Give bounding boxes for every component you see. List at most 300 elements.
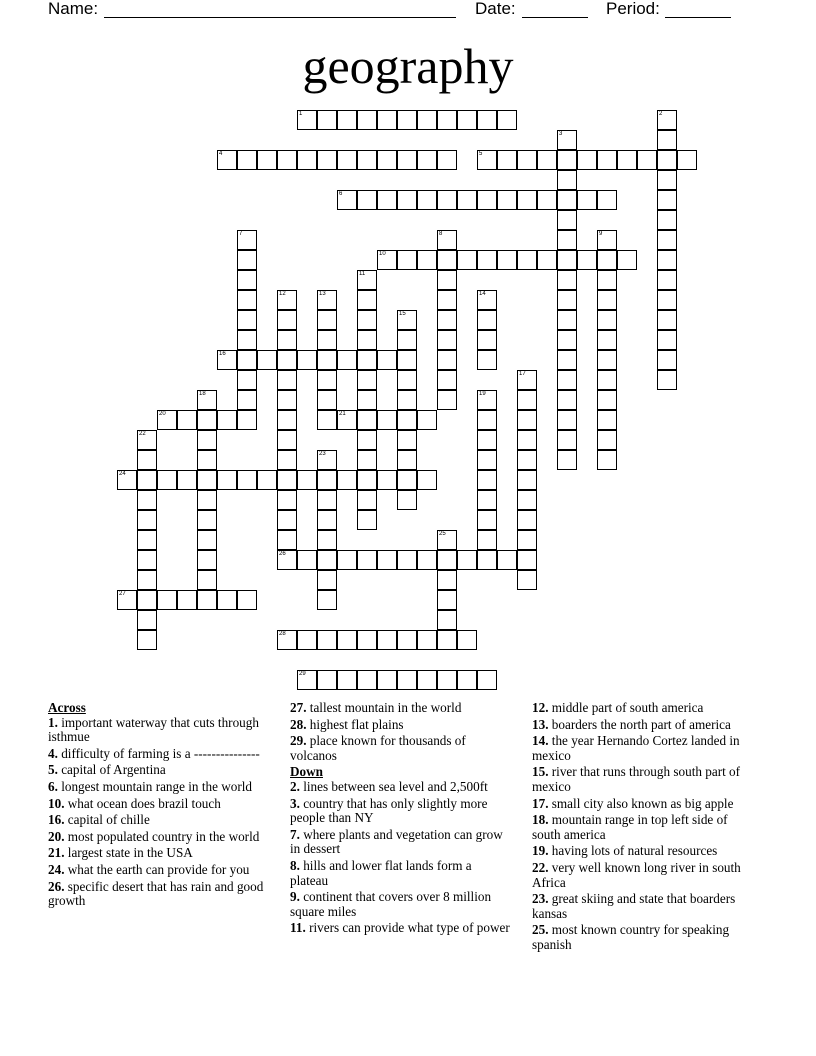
grid-cell[interactable]: [397, 190, 417, 210]
grid-cell[interactable]: [417, 670, 437, 690]
grid-cell[interactable]: [437, 610, 457, 630]
grid-cell[interactable]: [577, 150, 597, 170]
grid-cell[interactable]: [197, 590, 217, 610]
grid-cell[interactable]: [237, 410, 257, 430]
clue-item: [532, 892, 752, 921]
grid-cell[interactable]: [317, 370, 337, 390]
grid-cell[interactable]: [597, 330, 617, 350]
grid-cell[interactable]: [217, 590, 237, 610]
grid-cell[interactable]: [517, 550, 537, 570]
grid-cell[interactable]: [477, 470, 497, 490]
grid-cell[interactable]: [657, 310, 677, 330]
grid-cell[interactable]: [357, 510, 377, 530]
clue-item-text: place known for thousands of volcanos: [290, 733, 466, 763]
grid-cell[interactable]: [397, 330, 417, 350]
grid-cell[interactable]: [197, 490, 217, 510]
grid-cell[interactable]: [477, 550, 497, 570]
grid-cell[interactable]: [297, 630, 317, 650]
grid-cell[interactable]: [377, 110, 397, 130]
grid-cell[interactable]: [457, 630, 477, 650]
grid-cell[interactable]: [237, 390, 257, 410]
grid-cell[interactable]: [277, 150, 297, 170]
grid-cell[interactable]: [257, 470, 277, 490]
clue-column-3: [532, 701, 752, 955]
clue-number: 10: [379, 251, 386, 257]
grid-cell[interactable]: [397, 110, 417, 130]
grid-cell[interactable]: [477, 290, 497, 310]
grid-cell[interactable]: [397, 410, 417, 430]
grid-cell[interactable]: [657, 270, 677, 290]
grid-cell[interactable]: [237, 230, 257, 250]
grid-cell[interactable]: [397, 350, 417, 370]
grid-cell[interactable]: [557, 310, 577, 330]
grid-cell[interactable]: [437, 390, 457, 410]
grid-cell[interactable]: [597, 150, 617, 170]
grid-cell[interactable]: [657, 290, 677, 310]
grid-cell[interactable]: [357, 390, 377, 410]
grid-cell[interactable]: [597, 430, 617, 450]
grid-cell[interactable]: [317, 490, 337, 510]
grid-cell[interactable]: [437, 570, 457, 590]
grid-cell[interactable]: [337, 670, 357, 690]
grid-cell[interactable]: [137, 530, 157, 550]
grid-cell[interactable]: [137, 430, 157, 450]
grid-cell[interactable]: [217, 470, 237, 490]
grid-cell[interactable]: [657, 150, 677, 170]
grid-cell[interactable]: [517, 190, 537, 210]
grid-cell[interactable]: [517, 370, 537, 390]
grid-cell[interactable]: [357, 190, 377, 210]
grid-cell[interactable]: [657, 110, 677, 130]
grid-cell[interactable]: [477, 190, 497, 210]
grid-cell[interactable]: [597, 410, 617, 430]
grid-cell[interactable]: [397, 390, 417, 410]
grid-cell[interactable]: [657, 210, 677, 230]
grid-cell[interactable]: [457, 190, 477, 210]
grid-cell[interactable]: [437, 350, 457, 370]
clue-item-text: longest mountain range in the world: [57, 778, 253, 794]
grid-cell[interactable]: [317, 530, 337, 550]
grid-cell[interactable]: [557, 330, 577, 350]
grid-cell[interactable]: [397, 670, 417, 690]
grid-cell[interactable]: [237, 470, 257, 490]
grid-cell[interactable]: [357, 470, 377, 490]
grid-cell[interactable]: [657, 130, 677, 150]
grid-cell[interactable]: [357, 450, 377, 470]
grid-cell[interactable]: [557, 130, 577, 150]
grid-cell[interactable]: [597, 250, 617, 270]
grid-cell[interactable]: [537, 150, 557, 170]
grid-cell[interactable]: [437, 330, 457, 350]
grid-cell[interactable]: [377, 410, 397, 430]
grid-cell[interactable]: [517, 510, 537, 530]
grid-cell[interactable]: [437, 110, 457, 130]
grid-cell[interactable]: [337, 190, 357, 210]
grid-cell[interactable]: [517, 150, 537, 170]
grid-cell[interactable]: [277, 510, 297, 530]
grid-cell[interactable]: [297, 470, 317, 490]
grid-cell[interactable]: [677, 150, 697, 170]
grid-cell[interactable]: [417, 630, 437, 650]
clue-item-text: lines between sea level and 2,500ft: [299, 778, 488, 794]
grid-cell[interactable]: [137, 630, 157, 650]
clue-item-text: where plants and vegetation can grow in dessert: [290, 826, 503, 857]
grid-cell[interactable]: [437, 550, 457, 570]
clue-item-text: specific desert that has rain and good growth: [48, 878, 264, 909]
grid-cell[interactable]: [237, 290, 257, 310]
clue-item: [532, 797, 752, 812]
grid-cell[interactable]: [397, 490, 417, 510]
grid-cell[interactable]: [377, 470, 397, 490]
grid-cell[interactable]: [517, 570, 537, 590]
grid-cell[interactable]: [437, 670, 457, 690]
grid-cell[interactable]: [437, 310, 457, 330]
grid-cell[interactable]: [177, 410, 197, 430]
grid-cell[interactable]: [417, 110, 437, 130]
grid-cell[interactable]: [197, 570, 217, 590]
grid-cell[interactable]: [277, 370, 297, 390]
grid-cell[interactable]: [217, 350, 237, 370]
grid-cell[interactable]: [477, 390, 497, 410]
grid-cell[interactable]: [617, 250, 637, 270]
grid-cell[interactable]: [417, 250, 437, 270]
grid-cell[interactable]: [377, 670, 397, 690]
clue-item-number: 14.: [532, 733, 549, 749]
grid-cell[interactable]: [317, 470, 337, 490]
grid-cell[interactable]: [217, 150, 237, 170]
grid-cell[interactable]: [237, 370, 257, 390]
grid-cell[interactable]: [417, 150, 437, 170]
grid-cell[interactable]: [497, 110, 517, 130]
grid-cell[interactable]: [397, 630, 417, 650]
grid-cell[interactable]: [437, 250, 457, 270]
grid-cell[interactable]: [197, 550, 217, 570]
grid-cell[interactable]: [557, 230, 577, 250]
grid-cell[interactable]: [317, 510, 337, 530]
grid-cell[interactable]: [277, 550, 297, 570]
grid-cell[interactable]: [657, 330, 677, 350]
grid-cell[interactable]: [357, 490, 377, 510]
grid-cell[interactable]: [457, 670, 477, 690]
grid-cell[interactable]: [477, 330, 497, 350]
grid-cell[interactable]: [477, 110, 497, 130]
grid-cell[interactable]: [657, 190, 677, 210]
clue-item-number: 1.: [48, 714, 58, 730]
grid-cell[interactable]: [237, 250, 257, 270]
clue-item: [532, 844, 752, 859]
grid-cell[interactable]: [357, 150, 377, 170]
grid-cell[interactable]: [277, 430, 297, 450]
grid-cell[interactable]: [197, 470, 217, 490]
grid-cell[interactable]: [437, 230, 457, 250]
grid-cell[interactable]: [477, 430, 497, 450]
grid-cell[interactable]: [277, 630, 297, 650]
period-label: Period:: [606, 0, 660, 18]
grid-cell[interactable]: [317, 310, 337, 330]
grid-cell[interactable]: [237, 150, 257, 170]
grid-cell[interactable]: [417, 550, 437, 570]
grid-cell[interactable]: [597, 390, 617, 410]
grid-cell[interactable]: [437, 190, 457, 210]
grid-cell[interactable]: [397, 310, 417, 330]
clue-number: 14: [479, 291, 486, 297]
grid-cell[interactable]: [557, 390, 577, 410]
grid-cell[interactable]: [437, 290, 457, 310]
grid-cell[interactable]: [317, 410, 337, 430]
grid-cell[interactable]: [457, 550, 477, 570]
grid-cell[interactable]: [317, 570, 337, 590]
grid-cell[interactable]: [397, 150, 417, 170]
grid-cell[interactable]: [197, 530, 217, 550]
grid-cell[interactable]: [157, 410, 177, 430]
grid-cell[interactable]: [477, 150, 497, 170]
grid-cell[interactable]: [537, 250, 557, 270]
grid-cell[interactable]: [137, 610, 157, 630]
grid-cell[interactable]: [397, 430, 417, 450]
grid-cell[interactable]: [137, 550, 157, 570]
grid-cell[interactable]: [357, 430, 377, 450]
grid-cell[interactable]: [137, 570, 157, 590]
grid-cell[interactable]: [277, 450, 297, 470]
grid-cell[interactable]: [297, 110, 317, 130]
grid-cell[interactable]: [317, 670, 337, 690]
grid-cell[interactable]: [617, 150, 637, 170]
grid-cell[interactable]: [377, 150, 397, 170]
grid-cell[interactable]: [317, 590, 337, 610]
grid-cell[interactable]: [477, 310, 497, 330]
clue-column-2: [290, 701, 510, 938]
grid-cell[interactable]: [357, 270, 377, 290]
grid-cell[interactable]: [117, 470, 137, 490]
grid-cell[interactable]: [317, 450, 337, 470]
grid-cell[interactable]: [557, 430, 577, 450]
grid-cell[interactable]: [137, 510, 157, 530]
grid-cell[interactable]: [357, 370, 377, 390]
grid-cell[interactable]: [337, 410, 357, 430]
grid-cell[interactable]: [377, 350, 397, 370]
grid-cell[interactable]: [357, 670, 377, 690]
grid-cell[interactable]: [397, 470, 417, 490]
grid-cell[interactable]: [237, 590, 257, 610]
grid-cell[interactable]: [597, 230, 617, 250]
grid-cell[interactable]: [237, 330, 257, 350]
grid-cell[interactable]: [397, 370, 417, 390]
grid-cell[interactable]: [317, 550, 337, 570]
grid-cell[interactable]: [477, 410, 497, 430]
grid-cell[interactable]: [237, 350, 257, 370]
grid-cell[interactable]: [277, 350, 297, 370]
grid-cell[interactable]: [337, 550, 357, 570]
clue-item-number: 9.: [290, 889, 300, 905]
grid-cell[interactable]: [317, 350, 337, 370]
grid-cell[interactable]: [557, 350, 577, 370]
grid-cell[interactable]: [477, 670, 497, 690]
grid-cell[interactable]: [137, 450, 157, 470]
grid-cell[interactable]: [597, 290, 617, 310]
grid-cell[interactable]: [437, 150, 457, 170]
grid-cell[interactable]: [317, 150, 337, 170]
grid-cell[interactable]: [417, 190, 437, 210]
grid-cell[interactable]: [497, 250, 517, 270]
grid-cell[interactable]: [557, 190, 577, 210]
grid-cell[interactable]: [297, 670, 317, 690]
grid-cell[interactable]: [197, 390, 217, 410]
grid-cell[interactable]: [197, 410, 217, 430]
grid-cell[interactable]: [517, 250, 537, 270]
grid-cell[interactable]: [337, 150, 357, 170]
grid-cell[interactable]: [357, 550, 377, 570]
grid-cell[interactable]: [557, 270, 577, 290]
grid-cell[interactable]: [517, 410, 537, 430]
grid-cell[interactable]: [157, 590, 177, 610]
grid-cell[interactable]: [597, 350, 617, 370]
grid-cell[interactable]: [557, 210, 577, 230]
grid-cell[interactable]: [657, 350, 677, 370]
grid-cell[interactable]: [517, 450, 537, 470]
grid-cell[interactable]: [557, 370, 577, 390]
grid-cell[interactable]: [297, 350, 317, 370]
grid-cell[interactable]: [437, 270, 457, 290]
grid-cell[interactable]: [277, 490, 297, 510]
grid-cell[interactable]: [597, 310, 617, 330]
grid-cell[interactable]: [657, 170, 677, 190]
grid-cell[interactable]: [517, 390, 537, 410]
grid-cell[interactable]: [517, 530, 537, 550]
clue-item-text: largest state in the USA: [64, 845, 193, 861]
grid-cell[interactable]: [477, 250, 497, 270]
clue-item-text: capital of Argentina: [57, 762, 166, 778]
grid-cell[interactable]: [217, 410, 237, 430]
grid-cell[interactable]: [357, 350, 377, 370]
grid-cell[interactable]: [497, 550, 517, 570]
grid-cell[interactable]: [477, 530, 497, 550]
grid-cell[interactable]: [357, 330, 377, 350]
grid-cell[interactable]: [477, 510, 497, 530]
grid-cell[interactable]: [557, 250, 577, 270]
grid-cell[interactable]: [337, 350, 357, 370]
grid-cell[interactable]: [577, 250, 597, 270]
grid-cell[interactable]: [117, 590, 137, 610]
grid-cell[interactable]: [317, 290, 337, 310]
grid-cell[interactable]: [657, 230, 677, 250]
grid-cell[interactable]: [597, 270, 617, 290]
grid-cell[interactable]: [257, 350, 277, 370]
grid-cell[interactable]: [557, 170, 577, 190]
grid-cell[interactable]: [297, 150, 317, 170]
grid-cell[interactable]: [597, 190, 617, 210]
grid-cell[interactable]: [557, 150, 577, 170]
grid-cell[interactable]: [497, 190, 517, 210]
grid-cell[interactable]: [517, 490, 537, 510]
grid-cell[interactable]: [537, 190, 557, 210]
grid-cell[interactable]: [197, 510, 217, 530]
grid-cell[interactable]: [397, 250, 417, 270]
grid-cell[interactable]: [637, 150, 657, 170]
grid-cell[interactable]: [317, 630, 337, 650]
grid-cell[interactable]: [357, 630, 377, 650]
grid-cell[interactable]: [277, 410, 297, 430]
grid-cell[interactable]: [297, 550, 317, 570]
grid-cell[interactable]: [437, 370, 457, 390]
grid-cell[interactable]: [557, 410, 577, 430]
grid-cell[interactable]: [657, 370, 677, 390]
grid-cell[interactable]: [477, 450, 497, 470]
grid-cell[interactable]: [177, 470, 197, 490]
grid-cell[interactable]: [257, 150, 277, 170]
grid-cell[interactable]: [377, 550, 397, 570]
grid-cell[interactable]: [277, 530, 297, 550]
grid-cell[interactable]: [317, 330, 337, 350]
grid-cell[interactable]: [317, 110, 337, 130]
grid-cell[interactable]: [237, 310, 257, 330]
grid-cell[interactable]: [237, 270, 257, 290]
grid-cell[interactable]: [377, 630, 397, 650]
grid-cell[interactable]: [357, 290, 377, 310]
grid-cell[interactable]: [457, 250, 477, 270]
grid-cell[interactable]: [337, 110, 357, 130]
grid-cell[interactable]: [137, 590, 157, 610]
grid-cell[interactable]: [377, 250, 397, 270]
clue-item: [290, 797, 510, 826]
grid-cell[interactable]: [157, 470, 177, 490]
grid-cell[interactable]: [177, 590, 197, 610]
clue-item-number: 2.: [290, 778, 300, 794]
clue-item-number: 23.: [532, 891, 549, 907]
grid-cell[interactable]: [517, 430, 537, 450]
grid-cell[interactable]: [357, 410, 377, 430]
grid-cell[interactable]: [657, 250, 677, 270]
grid-cell[interactable]: [437, 630, 457, 650]
clue-item-text: country that has only slightly more people than NY: [290, 795, 488, 826]
grid-cell[interactable]: [357, 310, 377, 330]
grid-cell[interactable]: [277, 330, 297, 350]
grid-cell[interactable]: [597, 370, 617, 390]
grid-cell[interactable]: [557, 450, 577, 470]
grid-cell[interactable]: [577, 190, 597, 210]
clue-item: [532, 923, 752, 952]
grid-cell[interactable]: [497, 150, 517, 170]
grid-cell[interactable]: [277, 290, 297, 310]
clue-number: 1: [299, 111, 303, 117]
grid-cell[interactable]: [417, 410, 437, 430]
grid-cell[interactable]: [197, 430, 217, 450]
grid-cell[interactable]: [277, 390, 297, 410]
grid-cell[interactable]: [197, 450, 217, 470]
grid-cell[interactable]: [477, 490, 497, 510]
grid-cell[interactable]: [397, 550, 417, 570]
grid-cell[interactable]: [357, 110, 377, 130]
grid-cell[interactable]: [517, 470, 537, 490]
clue-number: 16: [219, 351, 226, 357]
grid-cell[interactable]: [137, 490, 157, 510]
grid-cell[interactable]: [277, 470, 297, 490]
grid-cell[interactable]: [417, 470, 437, 490]
grid-cell[interactable]: [397, 450, 417, 470]
grid-cell[interactable]: [337, 470, 357, 490]
grid-cell[interactable]: [597, 450, 617, 470]
grid-cell[interactable]: [337, 630, 357, 650]
grid-cell[interactable]: [477, 350, 497, 370]
grid-cell[interactable]: [277, 310, 297, 330]
clue-item: [532, 765, 752, 794]
grid-cell[interactable]: [377, 190, 397, 210]
grid-cell[interactable]: [457, 110, 477, 130]
grid-cell[interactable]: [557, 290, 577, 310]
grid-cell[interactable]: [137, 470, 157, 490]
grid-cell[interactable]: [437, 530, 457, 550]
grid-cell[interactable]: [437, 590, 457, 610]
grid-cell[interactable]: [317, 390, 337, 410]
